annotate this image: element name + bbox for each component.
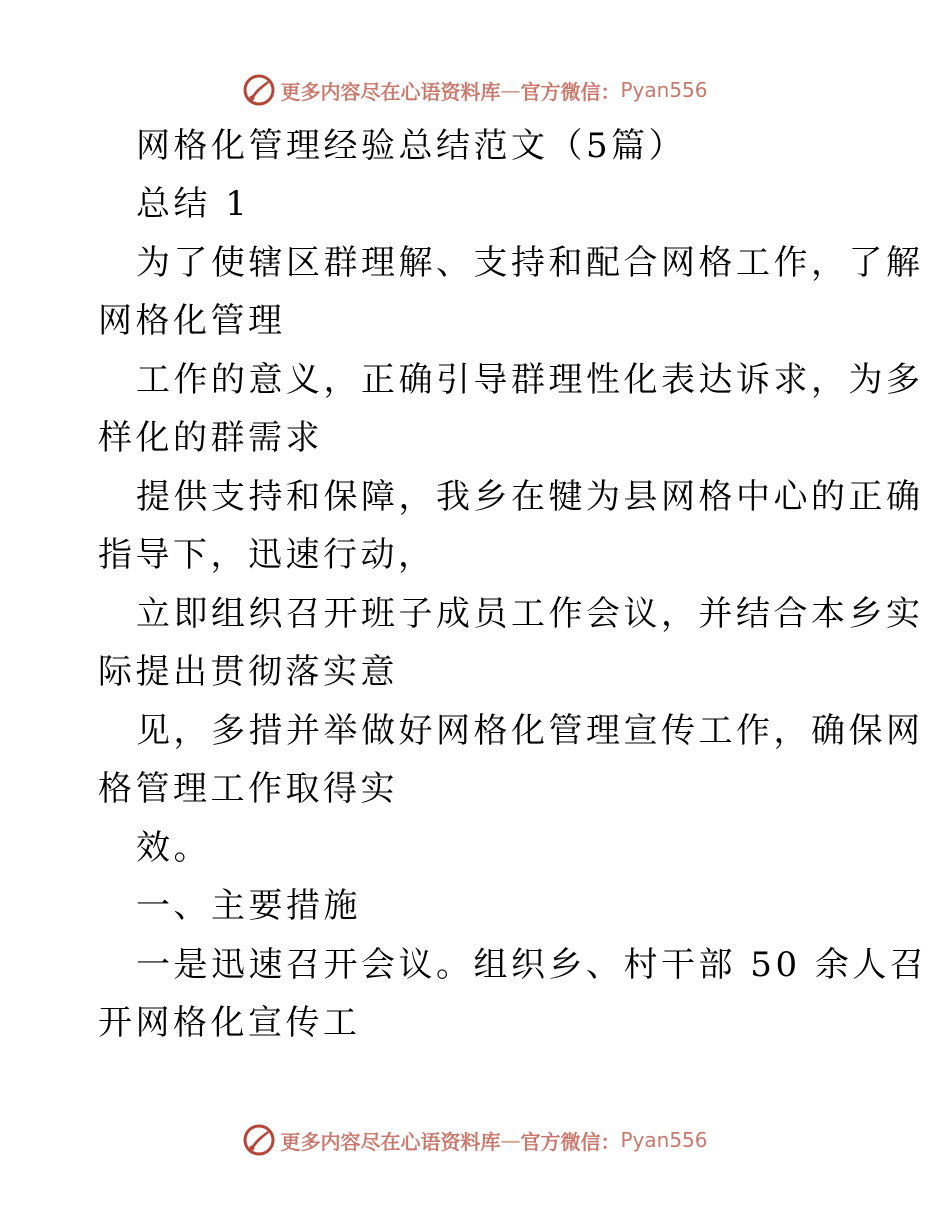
- watermark-brand: 更多内容尽在心语资料库: [280, 1129, 501, 1154]
- watermark-wechat-id: Pyan556: [620, 78, 708, 102]
- section-heading: 总结 1: [136, 184, 251, 224]
- brush-logo-icon: [242, 73, 276, 107]
- paragraph-line: 效。: [136, 828, 211, 868]
- paragraph-line: 格管理工作取得实: [98, 769, 398, 809]
- watermark-wechat-label: 官方微信：: [520, 79, 621, 104]
- watermark-wechat-id: Pyan556: [620, 1128, 708, 1152]
- paragraph-line: 为了使辖区群理解、支持和配合网格工作，了解: [136, 243, 924, 283]
- footer-watermark: [0, 1120, 950, 1160]
- watermark-separator: —: [500, 78, 521, 102]
- paragraph-line: 开网格化宣传工: [98, 1003, 361, 1043]
- paragraph-line: 网格化管理: [98, 301, 286, 341]
- paragraph-line: 工作的意义，正确引导群理性化表达诉求，为多: [136, 360, 924, 400]
- paragraph-line: 样化的群需求: [98, 418, 323, 458]
- watermark-brand: 更多内容尽在心语资料库: [280, 79, 501, 104]
- paragraph-line: 提供支持和保障，我乡在犍为县网格中心的正确: [136, 477, 924, 517]
- paragraph-line: 一是迅速召开会议。组织乡、村干部 50 余人召: [136, 945, 928, 985]
- brush-logo-icon: [242, 1123, 276, 1157]
- subsection-heading: 一、主要措施: [136, 886, 361, 926]
- paragraph-line: 立即组织召开班子成员工作会议，并结合本乡实: [136, 594, 924, 634]
- watermark-separator: —: [500, 1128, 521, 1152]
- paragraph-line: 指导下，迅速行动，: [98, 535, 436, 575]
- header-watermark: [0, 70, 950, 110]
- paragraph-line: 见，多措并举做好网格化管理宣传工作，确保网: [136, 711, 924, 751]
- document-title: 网格化管理经验总结范文（5篇）: [136, 126, 687, 166]
- watermark-wechat-label: 官方微信：: [520, 1129, 621, 1154]
- paragraph-line: 际提出贯彻落实意: [98, 652, 398, 692]
